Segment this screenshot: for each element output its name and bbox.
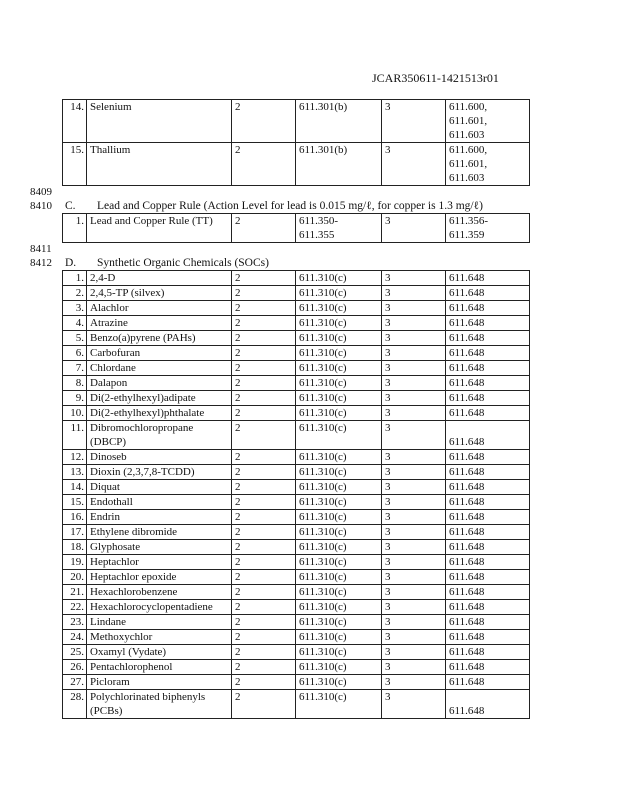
row-number: 1. — [63, 271, 87, 286]
regulation-citation: 611.310(c) — [296, 361, 382, 376]
column-3-value: 2 — [232, 421, 296, 450]
contaminant-name: Heptachlor epoxide — [87, 570, 232, 585]
column-3-value: 2 — [232, 286, 296, 301]
column-5-value: 3 — [382, 570, 446, 585]
monitoring-citation: 611.648 — [446, 495, 530, 510]
column-5-value: 3 — [382, 450, 446, 465]
table-row — [63, 570, 530, 585]
table-row — [63, 143, 530, 186]
monitoring-citation: 611.648 — [446, 421, 530, 450]
monitoring-citation: 611.648 — [446, 690, 530, 719]
line-number: 8412 — [30, 257, 52, 269]
monitoring-citation: 611.648 — [446, 600, 530, 615]
contaminant-name: Selenium — [87, 100, 232, 143]
row-number: 17. — [63, 525, 87, 540]
contaminant-name: Heptachlor — [87, 555, 232, 570]
column-5-value: 3 — [382, 660, 446, 675]
regulation-citation: 611.310(c) — [296, 615, 382, 630]
line-number: 8411 — [30, 243, 52, 255]
row-number: 25. — [63, 645, 87, 660]
table-row — [63, 600, 530, 615]
column-3-value: 2 — [232, 630, 296, 645]
monitoring-citation: 611.648 — [446, 331, 530, 346]
monitoring-citation: 611.648 — [446, 645, 530, 660]
monitoring-citation — [446, 100, 530, 143]
monitoring-citation: 611.648 — [446, 301, 530, 316]
column-5-value: 3 — [382, 540, 446, 555]
column-3-value: 2 — [232, 143, 296, 186]
column-3-value: 2 — [232, 465, 296, 480]
column-5-value: 3 — [382, 585, 446, 600]
column-3-value: 2 — [232, 570, 296, 585]
monitoring-citation: 611.648 — [446, 316, 530, 331]
regulation-citation: 611.310(c) — [296, 525, 382, 540]
section-letter: D. — [65, 257, 77, 269]
column-3-value: 2 — [232, 555, 296, 570]
section-d-heading — [65, 257, 269, 270]
column-3-value: 2 — [232, 346, 296, 361]
column-5-value: 3 — [382, 301, 446, 316]
monitoring-citation: 611.648 — [446, 630, 530, 645]
table-row — [63, 316, 530, 331]
column-3-value: 2 — [232, 585, 296, 600]
regulation-citation: 611.310(c) — [296, 421, 382, 450]
column-3-value: 2 — [232, 450, 296, 465]
monitoring-citation: 611.648 — [446, 406, 530, 421]
citation-line: 611.350- — [299, 215, 339, 227]
column-5-value: 3 — [382, 346, 446, 361]
monitoring-citation: 611.648 — [446, 391, 530, 406]
row-number: 23. — [63, 615, 87, 630]
table-row — [63, 585, 530, 600]
regulation-citation: 611.310(c) — [296, 316, 382, 331]
citation-line: 611.603 — [449, 172, 485, 184]
citation-line: 611.600, — [449, 101, 488, 113]
regulation-citation: 611.310(c) — [296, 331, 382, 346]
column-3-value: 2 — [232, 540, 296, 555]
regulation-citation: 611.310(c) — [296, 286, 382, 301]
table-row — [63, 361, 530, 376]
monitoring-citation: 611.648 — [446, 510, 530, 525]
row-number: 9. — [63, 391, 87, 406]
column-5-value: 3 — [382, 555, 446, 570]
monitoring-citation — [446, 214, 530, 243]
monitoring-citation: 611.648 — [446, 465, 530, 480]
regulation-citation: 611.310(c) — [296, 465, 382, 480]
contaminant-name: Atrazine — [87, 316, 232, 331]
contaminant-name: Di(2-ethylhexyl)adipate — [87, 391, 232, 406]
column-3-value: 2 — [232, 615, 296, 630]
column-3-value: 2 — [232, 480, 296, 495]
section-title: Lead and Copper Rule (Action Level for lead is 0.015 mg/ℓ, for copper is 1.3 mg/ℓ) — [97, 200, 483, 212]
contaminant-name: Ethylene dibromide — [87, 525, 232, 540]
row-number: 13. — [63, 465, 87, 480]
column-3-value: 2 — [232, 214, 296, 243]
citation-line: 611.359 — [449, 229, 485, 241]
column-3-value: 2 — [232, 391, 296, 406]
regulation-citation — [296, 214, 382, 243]
citation-line: 611.600, — [449, 144, 488, 156]
regulation-citation: 611.310(c) — [296, 690, 382, 719]
contaminant-name: Lead and Copper Rule (TT) — [87, 214, 232, 243]
row-number: 8. — [63, 376, 87, 391]
table-row — [63, 525, 530, 540]
contaminant-name: Picloram — [87, 675, 232, 690]
table-row — [63, 630, 530, 645]
line-number: 8410 — [30, 200, 52, 212]
row-number: 6. — [63, 346, 87, 361]
column-5-value: 3 — [382, 600, 446, 615]
column-5-value: 3 — [382, 525, 446, 540]
column-5-value: 3 — [382, 316, 446, 331]
monitoring-citation: 611.648 — [446, 361, 530, 376]
row-number: 18. — [63, 540, 87, 555]
citation-line: 611.355 — [299, 229, 335, 241]
column-3-value: 2 — [232, 301, 296, 316]
column-3-value: 2 — [232, 100, 296, 143]
contaminant-name: Chlordane — [87, 361, 232, 376]
regulation-citation: 611.310(c) — [296, 540, 382, 555]
row-number: 15. — [63, 495, 87, 510]
table-row — [63, 615, 530, 630]
column-3-value: 2 — [232, 525, 296, 540]
line-number: 8409 — [30, 186, 52, 198]
contaminant-name: Alachlor — [87, 301, 232, 316]
table-row — [63, 660, 530, 675]
monitoring-citation: 611.648 — [446, 271, 530, 286]
column-5-value: 3 — [382, 286, 446, 301]
column-3-value: 2 — [232, 600, 296, 615]
citation-line: 611.356- — [449, 215, 489, 227]
lead-copper-table — [62, 213, 530, 243]
row-number: 3. — [63, 301, 87, 316]
row-number: 15. — [63, 143, 87, 186]
section-c-heading — [65, 200, 483, 213]
monitoring-citation — [446, 143, 530, 186]
row-number: 26. — [63, 660, 87, 675]
column-5-value: 3 — [382, 361, 446, 376]
regulation-citation: 611.310(c) — [296, 450, 382, 465]
table-row — [63, 376, 530, 391]
column-3-value: 2 — [232, 406, 296, 421]
regulation-citation: 611.301(b) — [296, 143, 382, 186]
soc-table — [62, 270, 530, 719]
column-3-value: 2 — [232, 331, 296, 346]
table-row — [63, 450, 530, 465]
table-row — [63, 391, 530, 406]
monitoring-citation: 611.648 — [446, 480, 530, 495]
regulation-citation: 611.310(c) — [296, 495, 382, 510]
regulation-citation: 611.310(c) — [296, 570, 382, 585]
citation-line: 611.603 — [449, 129, 485, 141]
column-3-value: 2 — [232, 645, 296, 660]
table-row — [63, 271, 530, 286]
table-row — [63, 690, 530, 719]
regulation-citation: 611.301(b) — [296, 100, 382, 143]
regulation-citation: 611.310(c) — [296, 600, 382, 615]
row-number: 1. — [63, 214, 87, 243]
column-5-value: 3 — [382, 645, 446, 660]
contaminant-name: Pentachlorophenol — [87, 660, 232, 675]
section-letter: C. — [65, 200, 76, 212]
contaminant-name: Diquat — [87, 480, 232, 495]
row-number: 11. — [63, 421, 87, 450]
row-number: 4. — [63, 316, 87, 331]
monitoring-citation: 611.648 — [446, 615, 530, 630]
monitoring-citation: 611.648 — [446, 376, 530, 391]
contaminant-name: 2,4-D — [87, 271, 232, 286]
column-5-value: 3 — [382, 376, 446, 391]
table-row — [63, 286, 530, 301]
contaminant-name: Carbofuran — [87, 346, 232, 361]
table-row — [63, 675, 530, 690]
contaminant-name: Di(2-ethylhexyl)phthalate — [87, 406, 232, 421]
table-row — [63, 214, 530, 243]
regulation-citation: 611.310(c) — [296, 376, 382, 391]
contaminant-name: Polychlorinated biphenyls (PCBs) — [87, 690, 232, 719]
column-5-value: 3 — [382, 271, 446, 286]
contaminant-name: Endothall — [87, 495, 232, 510]
column-3-value: 2 — [232, 376, 296, 391]
row-number: 7. — [63, 361, 87, 376]
monitoring-citation: 611.648 — [446, 346, 530, 361]
monitoring-citation: 611.648 — [446, 540, 530, 555]
contaminant-name: Methoxychlor — [87, 630, 232, 645]
contaminant-name: Oxamyl (Vydate) — [87, 645, 232, 660]
regulation-citation: 611.310(c) — [296, 675, 382, 690]
table-row — [63, 346, 530, 361]
contaminant-name: Hexachlorocyclopentadiene — [87, 600, 232, 615]
column-5-value: 3 — [382, 615, 446, 630]
row-number: 5. — [63, 331, 87, 346]
regulation-citation: 611.310(c) — [296, 630, 382, 645]
regulation-citation: 611.310(c) — [296, 660, 382, 675]
regulation-citation: 611.310(c) — [296, 406, 382, 421]
monitoring-citation: 611.648 — [446, 286, 530, 301]
table-row — [63, 480, 530, 495]
regulation-citation: 611.310(c) — [296, 480, 382, 495]
column-3-value: 2 — [232, 361, 296, 376]
regulation-citation: 611.310(c) — [296, 555, 382, 570]
table-row — [63, 510, 530, 525]
regulation-citation: 611.310(c) — [296, 585, 382, 600]
table-row — [63, 645, 530, 660]
monitoring-citation: 611.648 — [446, 585, 530, 600]
column-3-value: 2 — [232, 510, 296, 525]
row-number: 12. — [63, 450, 87, 465]
table-row — [63, 406, 530, 421]
column-3-value: 2 — [232, 660, 296, 675]
row-number: 22. — [63, 600, 87, 615]
monitoring-citation: 611.648 — [446, 660, 530, 675]
contaminant-name: Dioxin (2,3,7,8-TCDD) — [87, 465, 232, 480]
column-5-value: 3 — [382, 391, 446, 406]
row-number: 28. — [63, 690, 87, 719]
column-5-value: 3 — [382, 406, 446, 421]
contaminant-name: Lindane — [87, 615, 232, 630]
citation-line: 611.601, — [449, 115, 488, 127]
column-5-value: 3 — [382, 480, 446, 495]
row-number: 27. — [63, 675, 87, 690]
column-5-value: 3 — [382, 331, 446, 346]
contaminant-name: Dinoseb — [87, 450, 232, 465]
table-row — [63, 540, 530, 555]
row-number: 14. — [63, 480, 87, 495]
contaminant-name: Hexachlorobenzene — [87, 585, 232, 600]
column-3-value: 2 — [232, 675, 296, 690]
monitoring-citation: 611.648 — [446, 450, 530, 465]
regulation-citation: 611.310(c) — [296, 301, 382, 316]
monitoring-citation: 611.648 — [446, 570, 530, 585]
column-5-value: 3 — [382, 143, 446, 186]
row-number: 24. — [63, 630, 87, 645]
column-5-value: 3 — [382, 421, 446, 450]
row-number: 14. — [63, 100, 87, 143]
regulation-citation: 611.310(c) — [296, 391, 382, 406]
table-row — [63, 555, 530, 570]
contaminant-name: Glyphosate — [87, 540, 232, 555]
contaminant-name: Dalapon — [87, 376, 232, 391]
inorganic-table — [62, 99, 530, 186]
row-number: 10. — [63, 406, 87, 421]
regulation-citation: 611.310(c) — [296, 510, 382, 525]
contaminant-name: Endrin — [87, 510, 232, 525]
table-row — [63, 301, 530, 316]
row-number: 21. — [63, 585, 87, 600]
column-5-value: 3 — [382, 100, 446, 143]
column-3-value: 2 — [232, 271, 296, 286]
contaminant-name: Thallium — [87, 143, 232, 186]
table-row — [63, 421, 530, 450]
column-5-value: 3 — [382, 675, 446, 690]
column-5-value: 3 — [382, 214, 446, 243]
column-5-value: 3 — [382, 630, 446, 645]
row-number: 19. — [63, 555, 87, 570]
column-5-value: 3 — [382, 690, 446, 719]
regulation-citation: 611.310(c) — [296, 346, 382, 361]
column-5-value: 3 — [382, 495, 446, 510]
row-number: 2. — [63, 286, 87, 301]
table-row — [63, 465, 530, 480]
column-3-value: 2 — [232, 495, 296, 510]
contaminant-name: 2,4,5-TP (silvex) — [87, 286, 232, 301]
row-number: 20. — [63, 570, 87, 585]
monitoring-citation: 611.648 — [446, 675, 530, 690]
column-3-value: 2 — [232, 316, 296, 331]
citation-line: 611.601, — [449, 158, 488, 170]
document-id: JCAR350611-1421513r01 — [372, 71, 499, 85]
regulation-citation: 611.310(c) — [296, 271, 382, 286]
regulation-citation: 611.310(c) — [296, 645, 382, 660]
row-number: 16. — [63, 510, 87, 525]
column-5-value: 3 — [382, 465, 446, 480]
column-5-value: 3 — [382, 510, 446, 525]
monitoring-citation: 611.648 — [446, 525, 530, 540]
section-title: Synthetic Organic Chemicals (SOCs) — [97, 257, 269, 269]
contaminant-name: Dibromochloropropane (DBCP) — [87, 421, 232, 450]
contaminant-name: Benzo(a)pyrene (PAHs) — [87, 331, 232, 346]
table-row — [63, 100, 530, 143]
monitoring-citation: 611.648 — [446, 555, 530, 570]
table-row — [63, 495, 530, 510]
column-3-value: 2 — [232, 690, 296, 719]
table-row — [63, 331, 530, 346]
